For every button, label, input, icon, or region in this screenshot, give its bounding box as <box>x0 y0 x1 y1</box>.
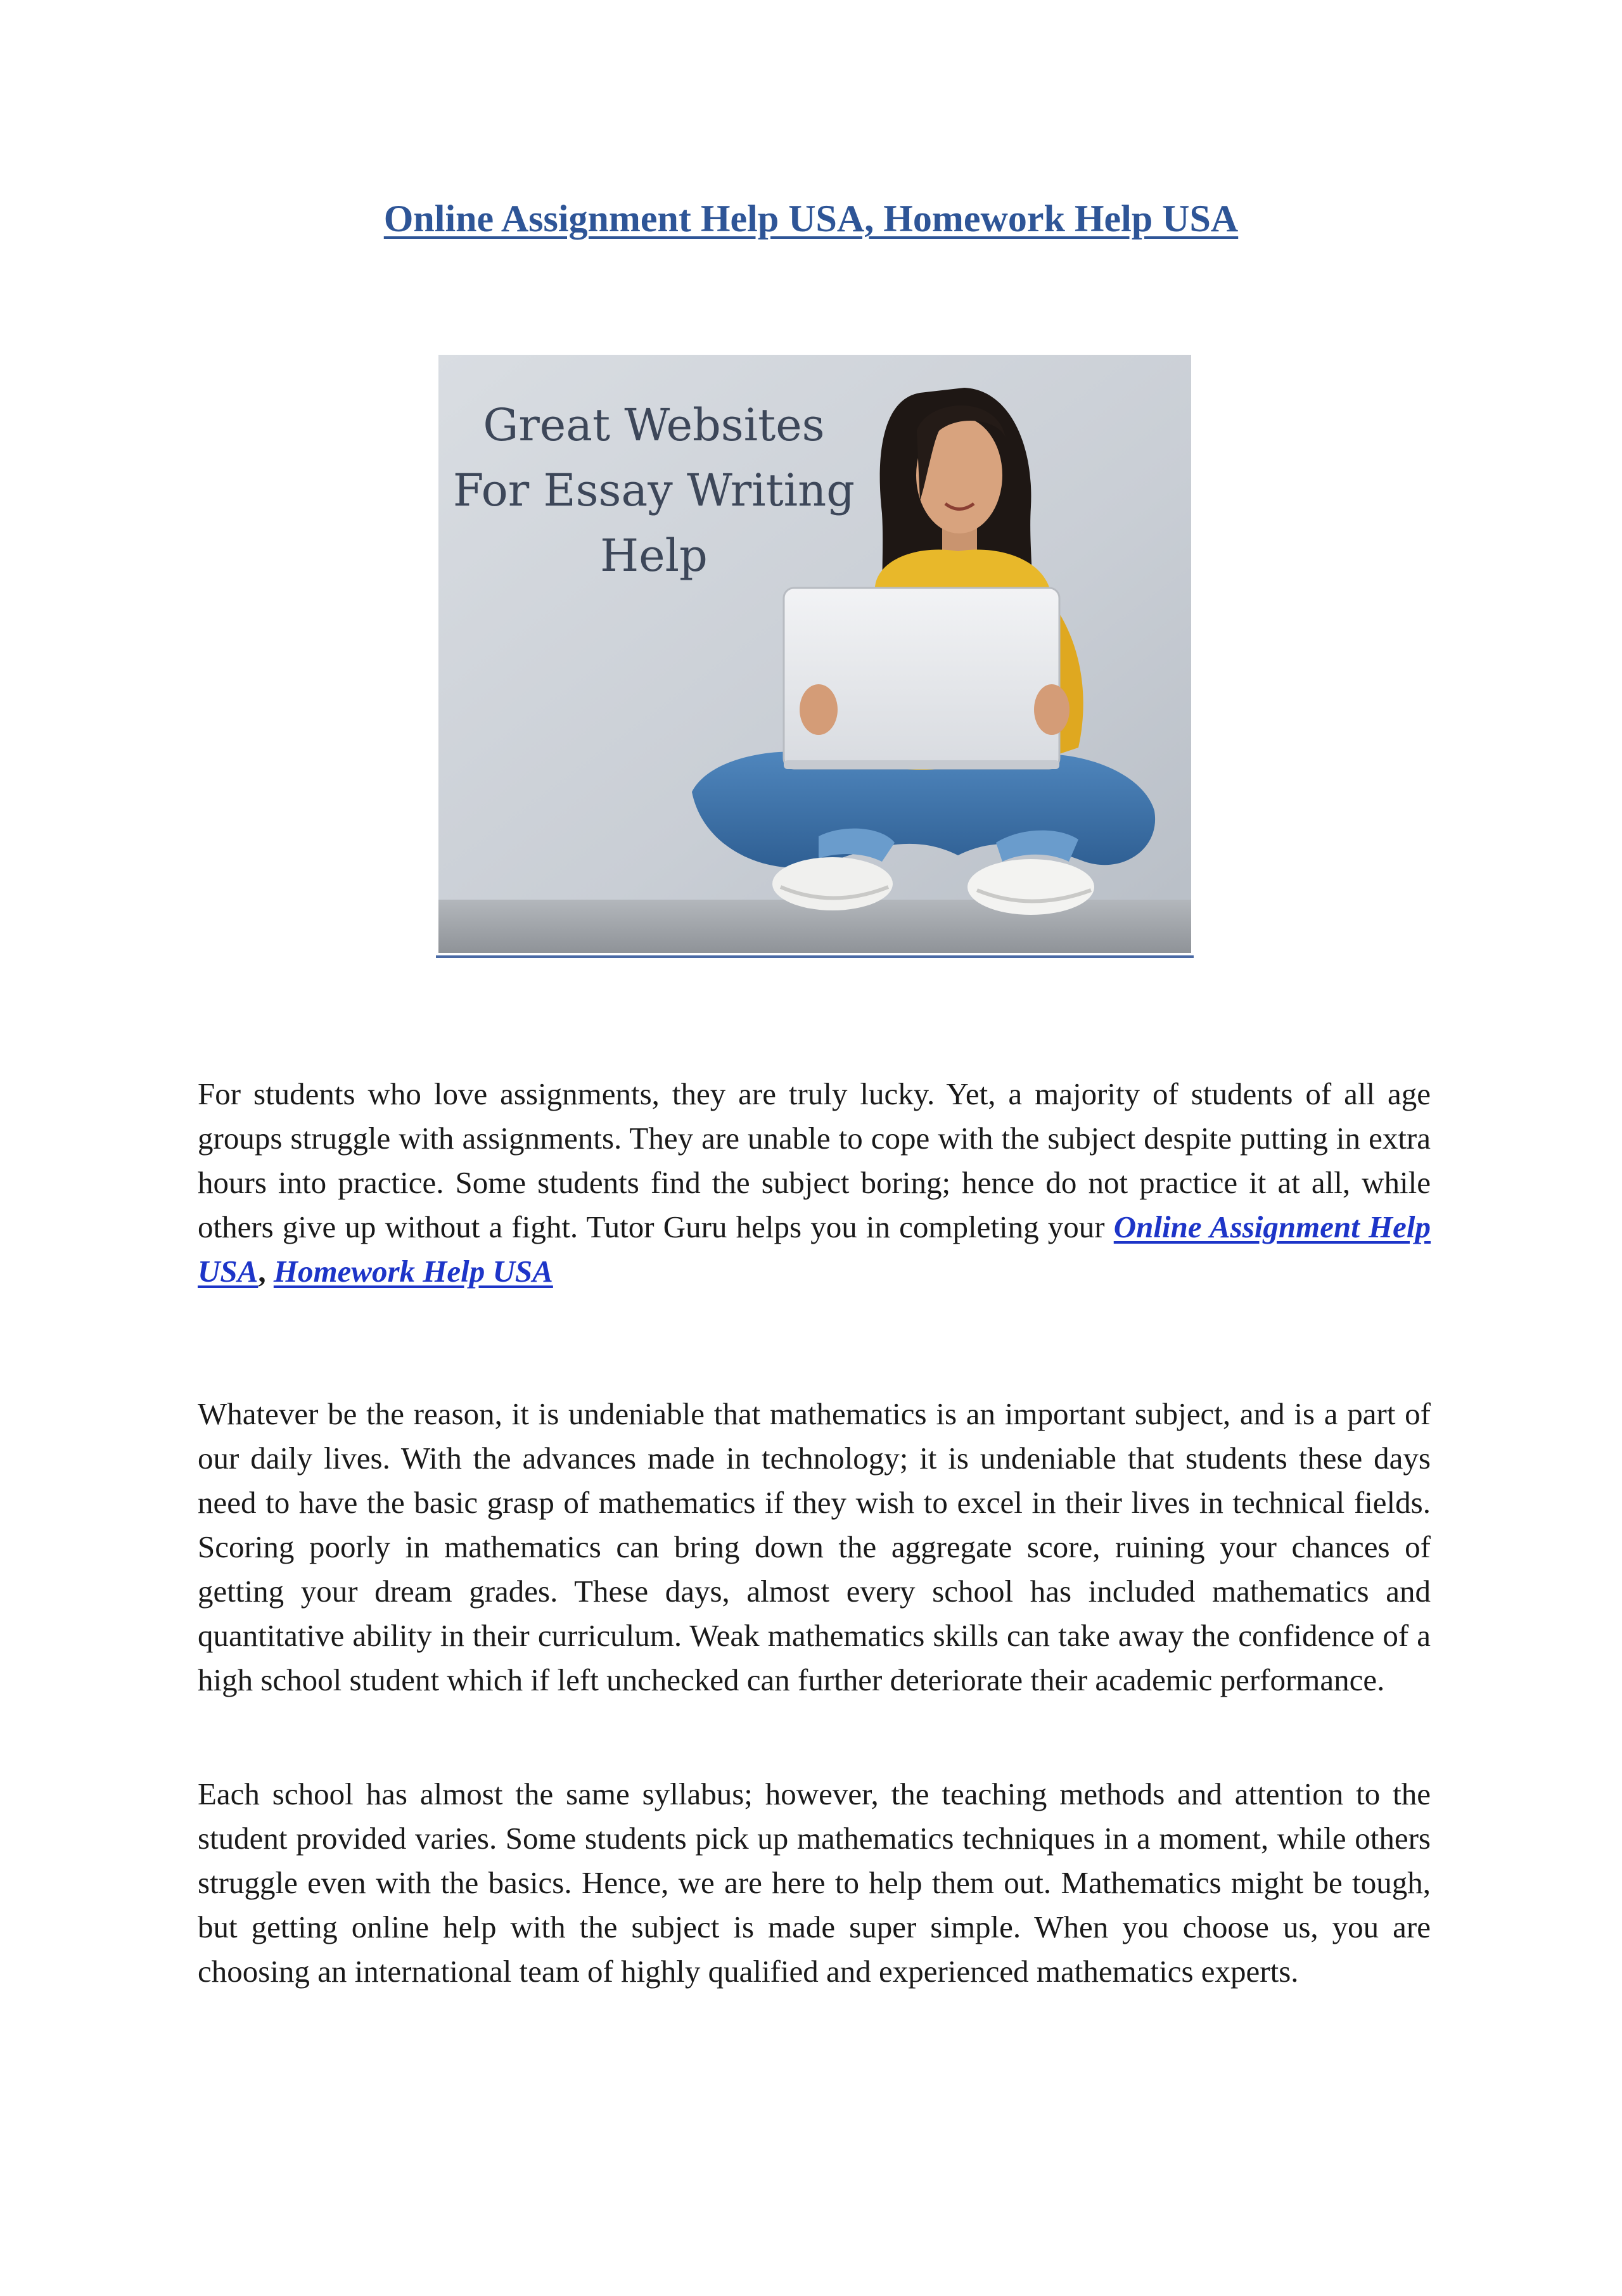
intro-paragraph-text: For students who love assignments, they are truly lucky. Yet, a majority of students of all age groups struggle with assignments. They are unable to cope with the subject despite putting in extra hours into practice. Some students find the subject boring; hence do not practice it at all, while others give up without a fight. Tutor Guru helps you in completing your <box>198 1076 1431 1244</box>
hero-caption-line: Help <box>600 530 708 582</box>
homework-help-link[interactable]: Homework Help USA <box>273 1254 553 1289</box>
link-separator: , <box>258 1254 266 1289</box>
mathematics-importance-paragraph: Whatever be the reason, it is undeniable that mathematics is an important subject, and is a part of our daily lives. With the advances made in technology; it is undeniable that students these days need to have the basic grasp of mathematics if they wish to excel in their lives in technical fields. Scoring poorly in mathematics can bring down the aggregate score, ruining your chances of getting your dream grades. These days, almost every school has included mathematics and quantitative ability in their curriculum. Weak mathematics skills can take away the confidence of a high school student which if left unchecked can further deteriorate their academic performance. <box>198 1396 1431 1697</box>
online-assignment-help-link[interactable]: Online Assignment Help USA <box>198 1209 1431 1289</box>
hero-caption <box>438 393 869 589</box>
page-title[interactable]: Online Assignment Help USA, Homework Help USA <box>383 198 1239 239</box>
intro-paragraph <box>198 1072 1431 1294</box>
hero-caption-line: Great Websites <box>483 399 825 451</box>
hero-image-link[interactable] <box>436 355 1194 958</box>
syllabus-paragraph: Each school has almost the same syllabus; however, the teaching methods and attention to the student provided varies. Some students pick up mathematics techniques in a moment, while others struggle even with the basics. Hence, we are here to help them out. Mathematics might be tough, but getting online help with the subject is made super simple. When you choose us, you are choosing an international team of highly qualified and experienced mathematics experts. <box>198 1776 1431 1989</box>
hero-image <box>438 355 1191 953</box>
hero-caption-line: For Essay Writing <box>452 464 855 516</box>
